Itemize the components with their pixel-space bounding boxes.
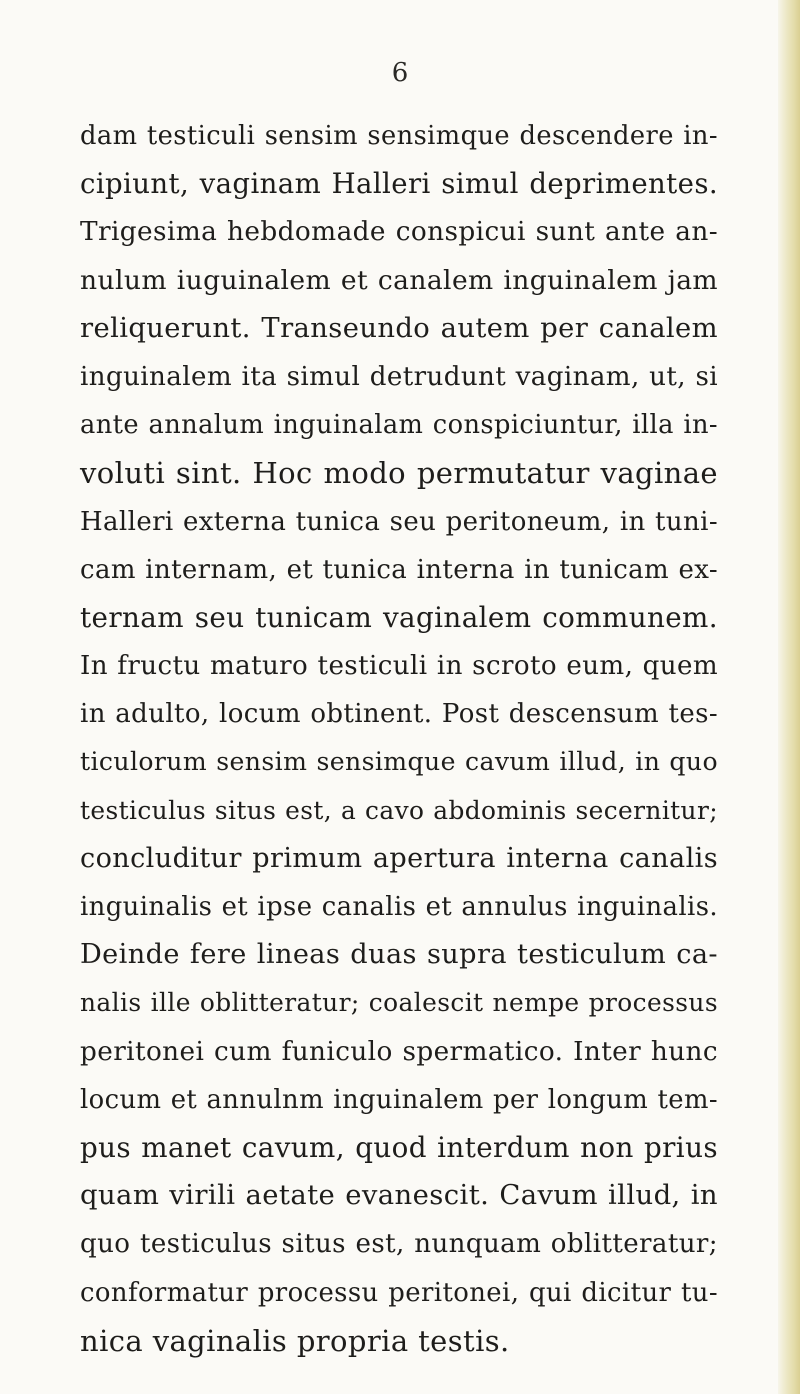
text-line: nalis ille oblitteratur; coalescit nempe processus xyxy=(80,988,718,1018)
text-line: testiculus situs est, a cavo abdominis secernitur; xyxy=(80,795,718,825)
text-line: Halleri externa tunica seu peritoneum, in tuni- xyxy=(80,506,718,537)
text-line: ternam seu tunicam vaginalem communem. xyxy=(80,600,718,634)
text-line: dam testiculi sensim sensimque descendere in- xyxy=(80,121,718,151)
text-line: pus manet cavum, quod interdum non prius xyxy=(80,1130,718,1164)
body-text xyxy=(80,112,718,1365)
page-number: 6 xyxy=(391,58,409,88)
text-line: nica vaginalis propria testis. xyxy=(80,1323,510,1358)
text-line: quo testiculus situs est, nunquam oblitteratur; xyxy=(80,1229,718,1260)
text-line: quam virili aetate evanescit. Cavum illud, in xyxy=(80,1180,718,1212)
text-line: voluti sint. Hoc modo permutatur vaginae xyxy=(80,456,718,491)
text-line: inguinalem ita simul detrudunt vaginam, ut, si xyxy=(80,361,718,392)
text-line: locum et annulnm inguinalem per longum tem- xyxy=(80,1084,718,1115)
text-line: concluditur primum apertura interna canalis xyxy=(80,842,718,874)
text-line: peritonei cum funiculo spermatico. Inter hunc xyxy=(80,1036,718,1067)
text-line: Deinde fere lineas duas supra testiculum ca- xyxy=(80,939,718,971)
text-line: In fructu maturo testiculi in scroto eum, quem xyxy=(80,651,718,682)
text-line: cam internam, et tunica interna in tunicam ex- xyxy=(80,554,718,585)
text-line: inguinalis et ipse canalis et annulus inguinalis. xyxy=(80,892,718,922)
text-line: in adulto, locum obtinent. Post descensum tes- xyxy=(80,699,718,730)
text-line: ticulorum sensim sensimque cavum illud, in quo xyxy=(80,747,718,777)
text-line: ante annalum inguinalam conspiciuntur, illa in- xyxy=(80,410,718,441)
page-edge-shadow xyxy=(778,0,800,1394)
text-line: cipiunt, vaginam Halleri simul deprimentes. xyxy=(80,168,718,201)
text-line: nulum iuguinalem et canalem inguinalem jam xyxy=(80,264,718,296)
text-line: conformatur processu peritonei, qui dicitur tu- xyxy=(80,1277,718,1308)
text-line: reliquerunt. Transeundo autem per canalem xyxy=(80,312,718,344)
text-line: Trigesima hebdomade conspicui sunt ante an- xyxy=(80,217,718,248)
